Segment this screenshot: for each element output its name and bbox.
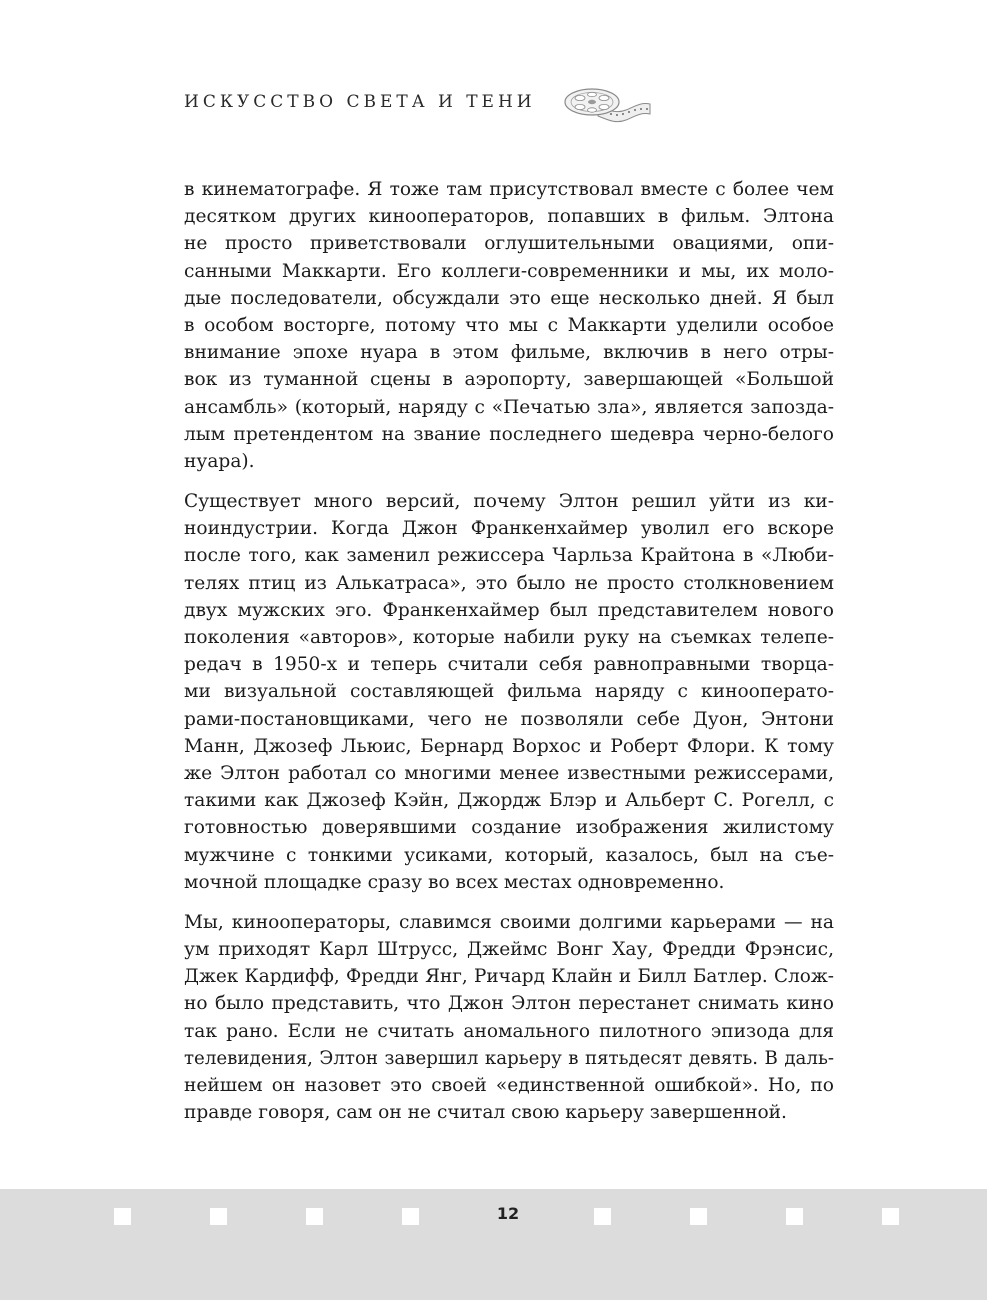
text-line: нейшем он назовет это своей «единственной ошибкой». Но, по [184, 1075, 834, 1096]
paragraph-2 [184, 488, 834, 896]
text-line: поколения «авторов», которые набили руку на съемках телепе- [184, 627, 834, 648]
text-line: так рано. Если не считать аномального пилотного эпизода для [184, 1020, 834, 1042]
text-line: после того, как заменил режиссера Чарльза Крайтона в «Люби- [184, 545, 834, 567]
text-line: Джек Кардифф, Фредди Янг, Ричард Клайн и Билл Батлер. Слож- [184, 966, 834, 988]
text-line: готовностью доверявшими создание изображения жилистому [184, 817, 834, 839]
text-line: такими как Джозеф Кэйн, Джордж Блэр и Альберт С. Рогелл, с [184, 790, 834, 812]
sprocket-hole [402, 1208, 419, 1225]
text-line: Мы, кинооператоры, славимся своими долгими карьерами — на [184, 911, 834, 933]
paragraph-1 [184, 176, 834, 475]
text-line: ноиндустрии. Когда Джон Франкенхаймер уволил его вскоре [184, 518, 834, 540]
text-line: рами-постановщиками, чего не позволяли себе Дуон, Энтони [184, 708, 834, 730]
text-line: но было представить, что Джон Элтон перестанет снимать кино [184, 993, 834, 1015]
text-line: в кинематографе. Я тоже там присутствовал вместе с более чем [184, 179, 834, 200]
text-line: лым претендентом на звание последнего шедевра черно-белого [184, 423, 834, 445]
text-line: Существует много версий, почему Элтон решил уйти из ки- [184, 491, 834, 513]
text-line: внимание эпохе нуара в этом фильме, включив в него отры- [184, 342, 834, 364]
film-reel-icon [564, 80, 652, 126]
paragraph-3 [184, 909, 834, 1127]
text-line: ми визуальной составляющей фильма наряду с кинооперато- [184, 681, 834, 703]
text-line: мочной площадке сразу во всех местах одновременно. [184, 871, 725, 893]
text-line: вок из туманной сцены в аэропорту, завершающей «Большой [184, 369, 834, 391]
running-title: ИСКУССТВО СВЕТА И ТЕНИ [184, 92, 536, 112]
sprocket-hole [690, 1208, 707, 1225]
text-line: ум приходят Карл Штрусс, Джеймс Вонг Хау, Фредди Фрэнсис, [184, 939, 834, 961]
sprocket-hole [210, 1208, 227, 1225]
text-line: мужчине с тонкими усиками, который, казалось, был на съе- [184, 844, 834, 866]
text-line: телевидения, Элтон завершил карьеру в пятьдесят девять. В даль- [184, 1047, 834, 1069]
text-line: двух мужских эго. Франкенхаймер был представителем нового [184, 599, 834, 621]
body-text [184, 176, 834, 1139]
running-head [184, 88, 536, 116]
text-line: же Элтон работал со многими менее известными режиссерами, [184, 762, 834, 784]
sprocket-hole [114, 1208, 131, 1225]
sprocket-hole [594, 1208, 611, 1225]
sprocket-hole [306, 1208, 323, 1225]
text-line: в особом восторге, потому что мы с Маккарти уделили особое [184, 314, 834, 336]
text-line: телях птиц из Алькатраса», это было не просто столкновением [184, 572, 834, 594]
text-line: правде говоря, сам он не считал свою карьеру завершенной. [184, 1102, 787, 1124]
text-line: нуара). [184, 450, 255, 472]
text-line: Манн, Джозеф Льюис, Бернард Ворхос и Роберт Флори. К тому [184, 735, 834, 757]
text-line: ансамбль» (который, наряду с «Печатью зла», является запозда- [184, 396, 834, 418]
text-line: дые последователи, обсуждали это еще несколько дней. Я был [184, 287, 834, 309]
text-line: не просто приветствовали оглушительными овациями, опи- [184, 233, 834, 255]
sprocket-hole [786, 1208, 803, 1225]
text-line: редач в 1950-х и теперь считали себя равноправными творца- [184, 654, 834, 676]
sprocket-hole [882, 1208, 899, 1225]
text-line: десятком других кинооператоров, попавших в фильм. Элтона [184, 206, 834, 228]
text-line: санными Маккарти. Его коллеги-современники и мы, их моло- [184, 260, 834, 282]
page-number: 12 [496, 1204, 520, 1223]
